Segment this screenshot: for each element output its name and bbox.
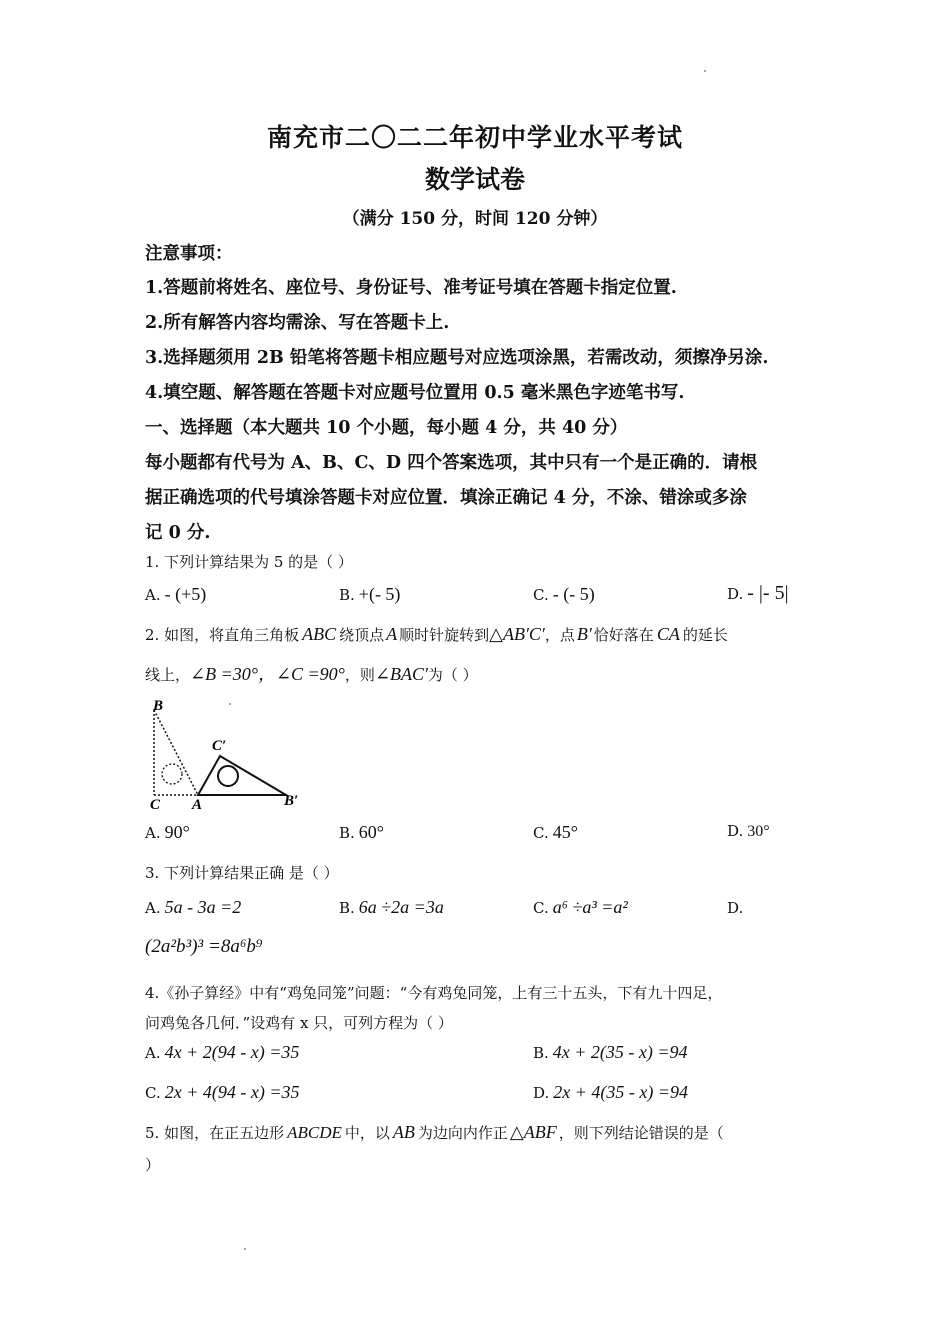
notice-item: 2.所有解答内容均需涂、写在答题卡上. — [145, 313, 450, 333]
q2-option-d: D. 30° — [727, 822, 770, 840]
section-heading: 一、选择题（本大题共 10 个小题，每小题 4 分，共 40 分） — [145, 418, 628, 438]
figure-label-c: C — [150, 797, 161, 812]
q4-option-a: A. 4x + 2(94 - x) =35 — [145, 1042, 300, 1062]
question-2-stem-line2: 线上，∠B =30°，∠C =90°，则∠BAC′为（ ） — [145, 664, 478, 684]
q3-option-d-value: (2a²b³)³ =8a⁶b⁹ — [145, 936, 263, 957]
figure-solid-hole — [218, 766, 238, 786]
question-2-stem-line1: 2. 如图，将直角三角板 ABC 绕顶点 A 顺时针旋转到△AB′C′，点 B′ 恰好落在 CA 的延长 — [145, 624, 728, 644]
notice-item: 3.选择题须用 2B 铅笔将答题卡相应题号对应选项涂黑，若需改动，须擦净另涂. — [145, 348, 769, 368]
q3-option-b: B. 6a ÷2a =3a — [339, 897, 444, 917]
question-5-stem-line2: ） — [145, 1156, 161, 1174]
exam-title: 南充市二〇二二年初中学业水平考试 — [266, 123, 683, 152]
q2-option-b: B. 60° — [339, 822, 384, 842]
exam-time-info: （满分 150 分，时间 120 分钟） — [342, 209, 608, 229]
q1-option-a: A. - (+5) — [145, 584, 207, 604]
q4-option-d: D. 2x + 4(35 - x) =94 — [533, 1082, 689, 1102]
q3-option-c: C. a⁶ ÷a³ =a² — [533, 897, 628, 917]
notice-item: 4.填空题、解答题在答题卡对应题号位置用 0.5 毫米黑色字迹笔书写. — [145, 383, 685, 403]
exam-subject: 数学试卷 — [424, 165, 525, 194]
q3-option-a: A. 5a - 3a =2 — [145, 897, 242, 917]
notice-heading: 注意事项： — [145, 244, 233, 264]
figure-edge-ba — [154, 710, 198, 795]
figure-dashed-hole — [162, 764, 182, 784]
section-instructions: 记 0 分. — [145, 523, 211, 543]
q3-option-d: D. — [727, 899, 744, 917]
question-4-stem-line1: 4.《孙子算经》中有“鸡兔同笼”问题：“今有鸡兔同笼，上有三十五头，下有九十四足， — [145, 984, 723, 1002]
q1-option-c: C. - (- 5) — [533, 584, 595, 604]
q1-option-b: B. +(- 5) — [339, 584, 401, 604]
scan-mark — [704, 70, 706, 72]
q2-triangle-figure — [140, 692, 310, 812]
question-3-stem: 3. 下列计算结果正确 是（ ） — [145, 864, 339, 882]
q2-option-c: C. 45° — [533, 822, 578, 842]
question-4-stem-line2: 问鸡兔各几何．”设鸡有 x 只，可列方程为（ ） — [145, 1014, 453, 1032]
q1-option-d: D. - |- 5| — [727, 582, 789, 604]
q4-option-c: C. 2x + 4(94 - x) =35 — [145, 1082, 300, 1102]
q4-option-b: B. 4x + 2(35 - x) =94 — [533, 1042, 688, 1062]
figure-rotated-triangle — [198, 756, 286, 795]
figure-label-b: B — [153, 698, 164, 714]
figure-speck — [229, 703, 231, 705]
question-1-stem: 1. 下列计算结果为 5 的是（ ） — [145, 553, 353, 571]
figure-label-a: A — [192, 797, 203, 812]
notice-item: 1.答题前将姓名、座位号、身份证号、准考证号填在答题卡指定位置. — [145, 278, 677, 298]
q2-option-a: A. 90° — [145, 822, 190, 842]
figure-label-b-prime: B′ — [284, 793, 299, 809]
section-instructions: 据正确选项的代号填涂答题卡对应位置．填涂正确记 4 分，不涂、错涂或多涂 — [145, 488, 747, 508]
section-instructions: 每小题都有代号为 A、B、C、D 四个答案选项，其中只有一个是正确的．请根 — [145, 453, 758, 473]
scan-mark — [244, 1248, 246, 1250]
question-5-stem: 5. 如图，在正五边形 ABCDE 中，以 AB 为边向内作正 △ABF ，则下列结论错误的是（ — [145, 1122, 724, 1142]
figure-label-c-prime: C′ — [212, 738, 227, 754]
